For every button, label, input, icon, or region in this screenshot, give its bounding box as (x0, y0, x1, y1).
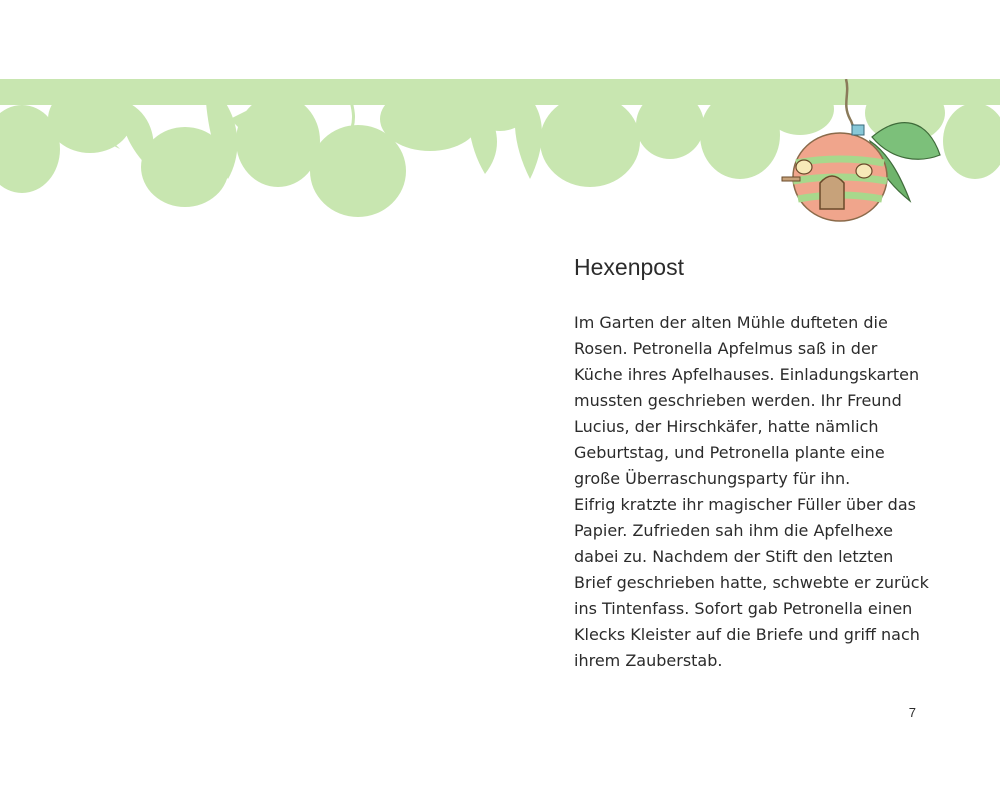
text-line: große Überraschungsparty für ihn. (574, 469, 851, 488)
text-line: Geburtstag, und Petronella plante eine (574, 443, 885, 462)
text-line: Im Garten der alten Mühle dufteten die (574, 313, 888, 332)
text-line: Brief geschrieben hatte, schwebte er zurück (574, 573, 929, 592)
text-line: Klecks Kleister auf die Briefe und griff nach (574, 625, 920, 644)
story-text (574, 310, 929, 674)
text-line: Küche ihres Apfelhauses. Einladungskarten (574, 365, 920, 384)
text-line: ins Tintenfass. Sofort gab Petronella einen (574, 599, 913, 618)
text-line: Papier. Zufrieden sah ihm die Apfelhexe (574, 521, 893, 540)
text-line: dabei zu. Nachdem der Stift den letzten (574, 547, 894, 566)
text-line: mussten geschrieben werden. Ihr Freund (574, 391, 902, 410)
apple-foliage-illustration (0, 79, 1000, 224)
apple-foliage-banner (0, 79, 1000, 224)
text-line: Eifrig kratzte ihr magischer Füller über das (574, 495, 916, 514)
text-line: Rosen. Petronella Apfelmus saß in der (574, 339, 878, 358)
chapter-title: Hexenpost (574, 254, 684, 280)
text-line: ihrem Zauberstab. (574, 651, 723, 670)
page-number: 7 (908, 705, 916, 720)
text-line: Lucius, der Hirschkäfer, hatte nämlich (574, 417, 879, 436)
